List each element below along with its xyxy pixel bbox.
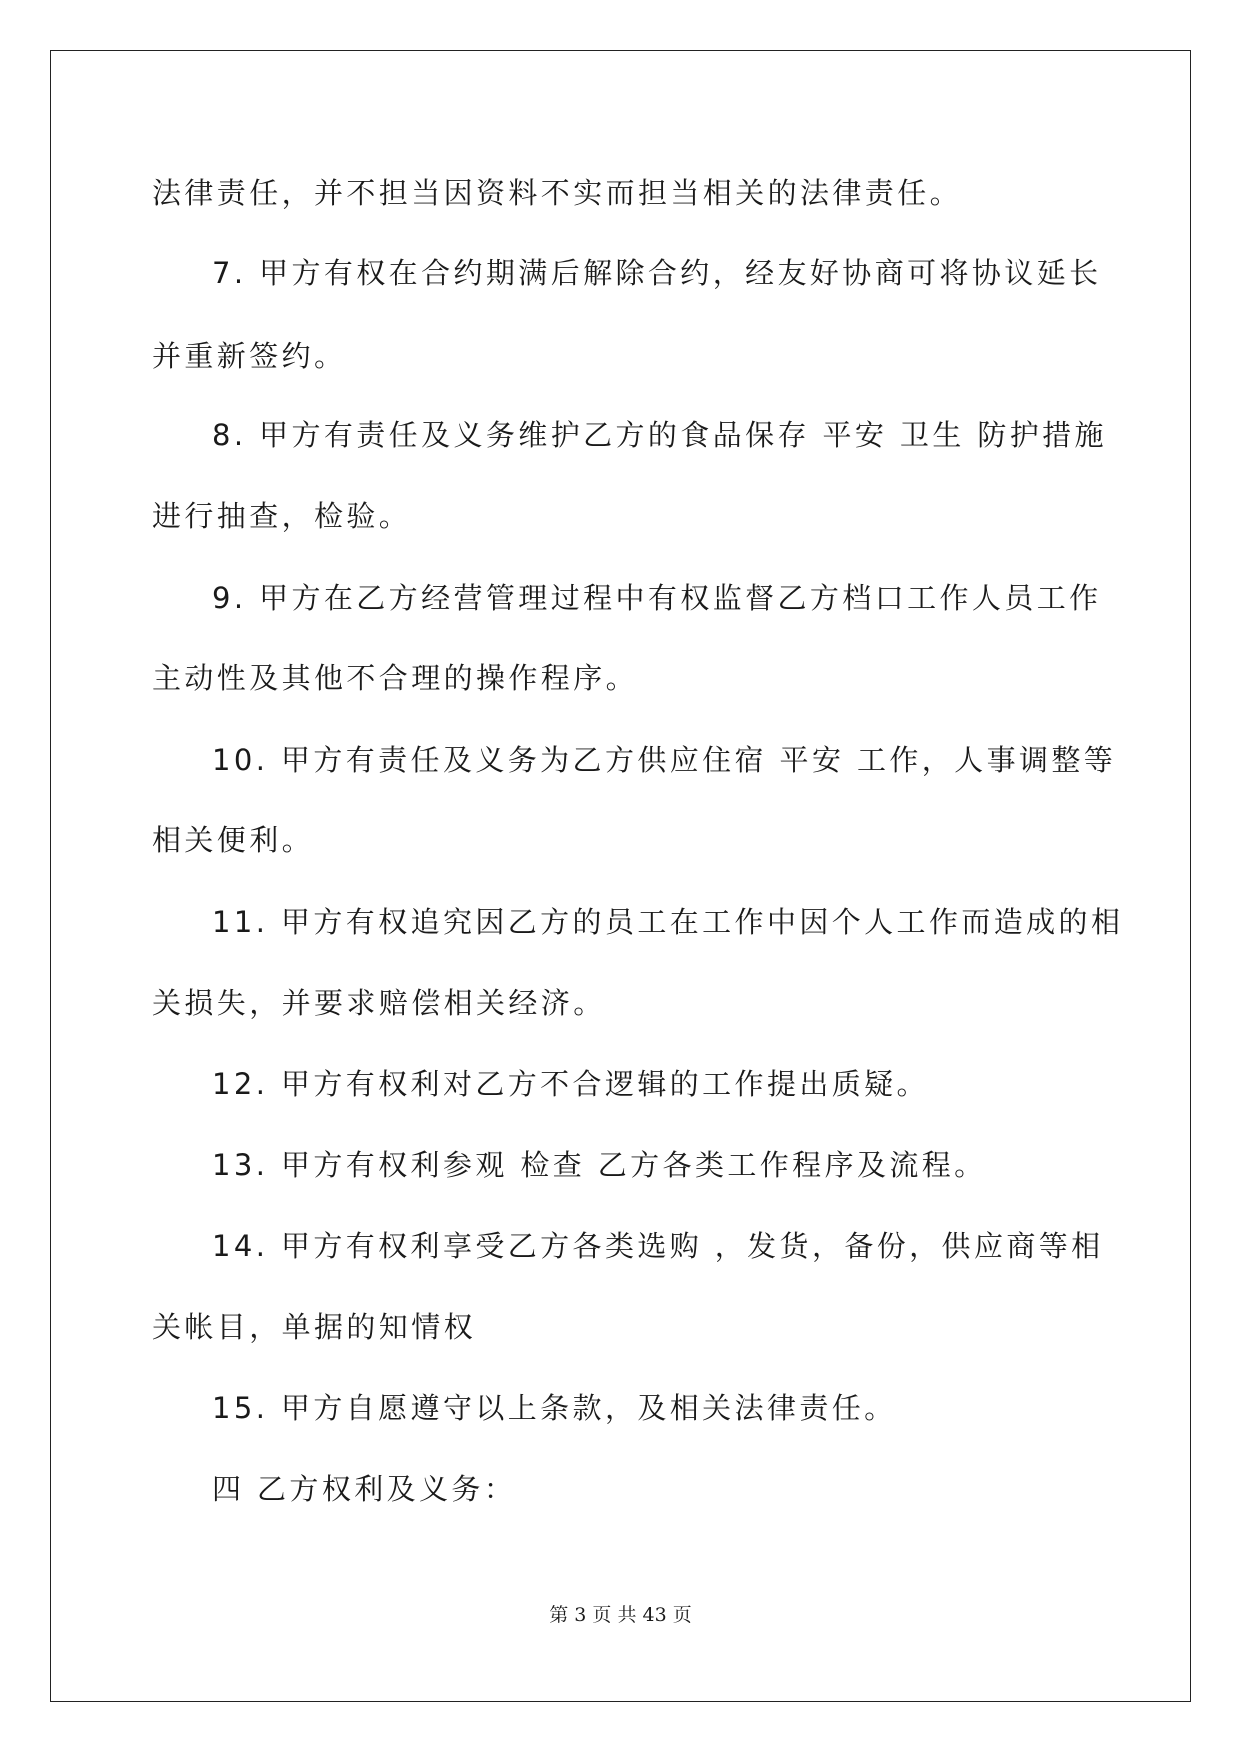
page-number-footer: 第 3 页 共 43 页	[549, 1604, 692, 1626]
text-line: 主动性及其他不合理的操作程序。	[152, 661, 639, 695]
text-line: 关帐目，单据的知情权	[152, 1310, 477, 1344]
page-border	[50, 50, 1191, 1702]
text-line: 8. 甲方有责任及义务维护乙方的食品保存 平安 卫生 防护措施	[212, 418, 1107, 452]
text-line: 10. 甲方有责任及义务为乙方供应住宿 平安 工作，人事调整等	[212, 743, 1117, 777]
text-line: 并重新签约。	[152, 339, 347, 373]
text-line: 12. 甲方有权利对乙方不合逻辑的工作提出质疑。	[212, 1067, 929, 1101]
text-line: 13. 甲方有权利参观 检查 乙方各类工作程序及流程。	[212, 1148, 987, 1182]
text-line: 14. 甲方有权利享受乙方各类选购 ，发货，备份，供应商等相	[212, 1229, 1104, 1263]
section-heading: 四 乙方权利及义务：	[212, 1472, 517, 1506]
text-line: 关损失，并要求赔偿相关经济。	[152, 986, 606, 1020]
text-line: 进行抽查，检验。	[152, 499, 412, 533]
text-line: 15. 甲方自愿遵守以上条款，及相关法律责任。	[212, 1391, 897, 1425]
text-line: 11. 甲方有权追究因乙方的员工在工作中因个人工作而造成的相	[212, 905, 1124, 939]
text-line: 相关便利。	[152, 823, 315, 857]
text-line: 9. 甲方在乙方经营管理过程中有权监督乙方档口工作人员工作	[212, 581, 1102, 615]
text-line: 7. 甲方有权在合约期满后解除合约，经友好协商可将协议延长	[212, 256, 1102, 290]
text-line: 法律责任，并不担当因资料不实而担当相关的法律责任。	[152, 176, 963, 210]
